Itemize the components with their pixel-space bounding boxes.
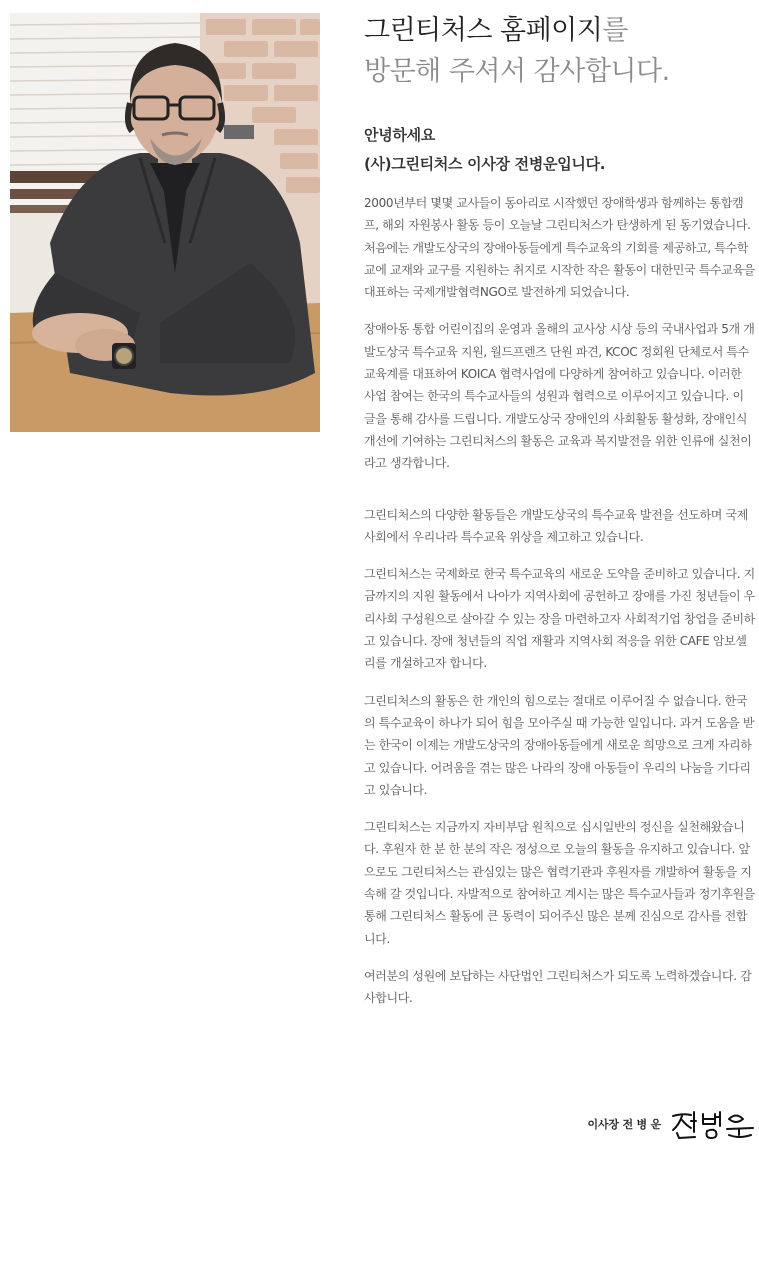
heading-line-1 [364, 10, 756, 51]
greeting [364, 121, 756, 179]
signature-block [588, 1108, 757, 1140]
heading-line-1-tail: 를 [602, 15, 628, 46]
heading-line-1-main: 그린티처스 홈페이지 [364, 15, 603, 46]
message-paragraph: 그린티처스는 국제화로 한국 특수교육의 새로운 도약을 준비하고 있습니다. 지금까지의 지원 활동에서 나아가 지역사회에 공헌하고 장애를 가진 청년들이 우리사회 구성원으로 살아갈 수 있는 장을 마련하고자 사회적기업 창업을 준비하고 있습니다. 장애 청년들의 직업 재활과 지역사회 적응을 위한 CAFE 암보셀리를 개설하고자 합니다. [364, 567, 755, 671]
heading-line-2: 방문해 주셔서 감사합니다. [364, 56, 670, 87]
message-paragraph: 2000년부터 몇몇 교사들이 동아리로 시작했던 장애학생과 함께하는 통합캠프, 해외 자원봉사 활동 등이 오늘날 그린티처스가 탄생하게 된 동기였습니다. 처음에는 개발도상국의 장애아동들에게 특수교육의 기회를 제공하고, 특수학교에 교재와 교구를 지원하는 취지로 시작한 작은 활동이 대한민국 특수교육을 대표하는 국제개발협력NGO로 발전하게 되었습니다. [364, 196, 755, 300]
message-paragraph: 여러분의 성원에 보답하는 사단법인 그린티처스가 되도록 노력하겠습니다. 감사합니다. [364, 968, 752, 1006]
chairman-portrait-photo [10, 13, 320, 432]
message-paragraph: 그린티처스의 활동은 한 개인의 힘으로는 절대로 이루어질 수 없습니다. 한국의 특수교육이 하나가 되어 힘을 모아주실 때 가능한 일입니다. 과거 도움을 받는 한국이 이제는 개발도상국의 장애아동들에게 새로운 희망으로 크게 자리하고 있습니다. 어려움을 겪는 많은 나라의 장애 아동들이 우리의 나눔을 기다리고 있습니다. [364, 693, 755, 797]
signature-label: 이사장 전 병 운 [587, 1118, 661, 1131]
handwritten-signature [669, 1108, 757, 1140]
message-paragraph: 그린티처스의 다양한 활동들은 개발도상국의 특수교육 발전을 선도하며 국제사회에서 우리나라 특수교육 위상을 제고하고 있습니다. [364, 507, 748, 544]
message-paragraph: 장애아동 통합 어린이집의 운영과 올해의 교사상 시상 등의 국내사업과 5개 개발도상국 특수교육 지원, 월드프렌즈 단원 파견, KCOC 정회원 단체로서 특수교육계를 대표하여 KOICA 협력사업에 다양하게 참여하고 있습니다. 이러한 사업 참여는 한국의 특수교사들의 성원과 협력으로 이루어지고 있습니다. 이 글을 통해 감사를 드립니다. 개발도상국 장애인의 사회활동 활성화, 장애인식 개선에 기여하는 그린티처스의 활동은 교육과 복지발전을 위한 인류애 실천이라고 생각합니다. [364, 322, 755, 471]
message-column [364, 10, 756, 1010]
page-heading [364, 10, 756, 92]
greeting-hello: 안녕하세요 [364, 126, 435, 144]
greeting-intro: (사)그린티처스 이사장 전병운입니다. [364, 155, 606, 173]
message-paragraph: 그린티처스는 지금까지 자비부담 원칙으로 십시일반의 정신을 실천해왔습니다. 후원자 한 분 한 분의 작은 정성으로 오늘의 활동을 유지하고 있습니다. 앞으로도 그린티처스는 관심있는 많은 협력기관과 후원자를 개발하여 활동을 지속해 갈 것입니다. 자발적으로 참여하고 계시는 많은 특수교사들과 정기후원을 통해 그린티처스 활동에 큰 동력이 되어주신 많은 분께 진심으로 감사를 전합니다. [364, 820, 755, 946]
